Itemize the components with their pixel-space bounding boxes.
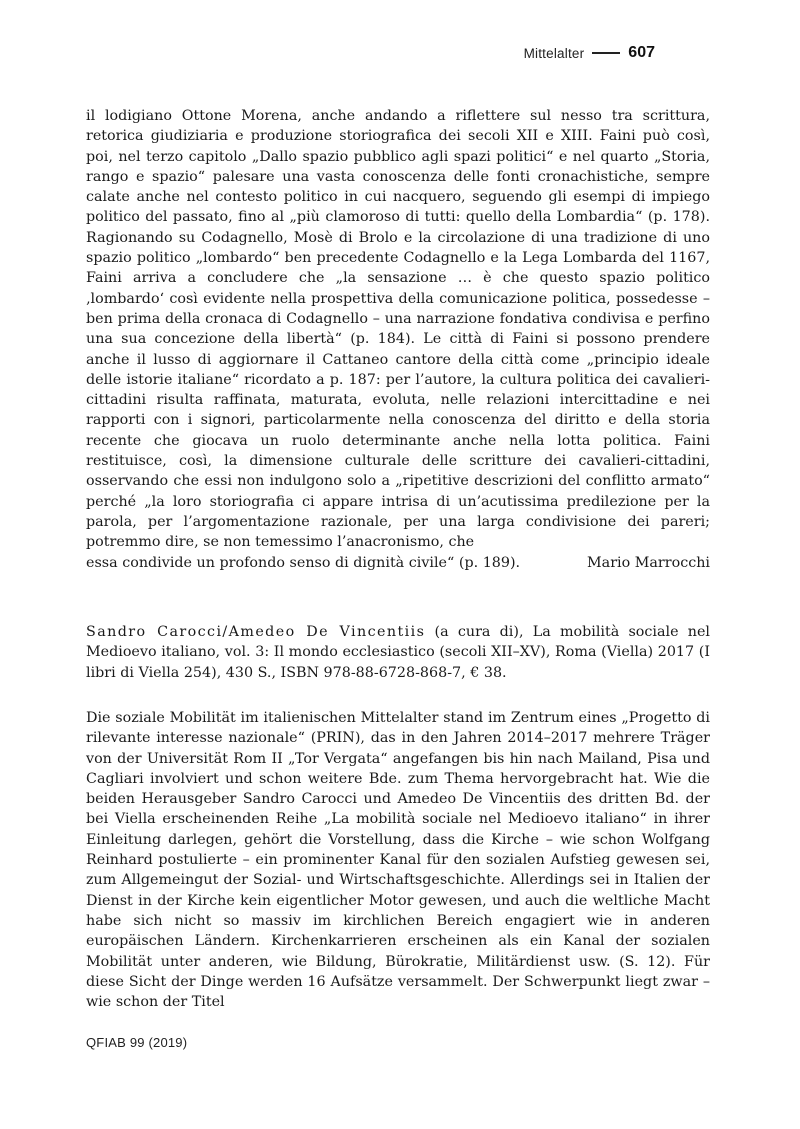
reviewer-signature: Mario Marrocchi [587, 554, 710, 571]
review-1-last-line: essa condivide un profondo senso di dignità civile“ (p. 189). [86, 554, 521, 571]
review-2-text: Die soziale Mobilität im italienischen Mittelalter stand im Zentrum eines „Progetto di rilevante interesse nazionale“ (PRIN), das in den Jahren 2014–2017 mehrere Träger von der Universität Rom II „Tor Vergata“ angefangen bis hin nach Mailand, Pisa und Cagliari involviert und schon weitere Bde. zum Thema hervorgebracht hat. Wie die beiden Herausgeber Sandro Carocci und Amedeo De Vincentiis des dritten Bd. der bei Viella erscheinenden Reihe „La mobilità sociale nel Medioevo italiano“ in ihrer Einleitung darlegen, gehört die Vorstellung, dass die Kirche – wie schon Wolfgang Reinhard postulierte – ein prominenter Kanal für den sozialen Aufstieg gewesen sei, zum Allgemeingut der Sozial- und Wirtschaftsgeschichte. Allerdings sei in Italien der Dienst in der Kirche kein eigentlicher Motor gewesen, und auch die weltliche Macht habe sich nicht so massiv im kirchlichen Bereich engagiert wie in anderen europäischen Ländern. Kirchenkarrieren erscheinen als ein Kanal der sozialen Mobilität unter anderen, wie Bildung, Bürokratie, Militärdienst usw. (S. 12). Für diese Sicht der Dinge werden 16 Aufsätze versammelt. Der Schwerpunkt liegt zwar – wie schon der Titel [86, 710, 710, 1011]
journal-footer: QFIAB 99 (2019) [86, 1035, 188, 1050]
page-number: 607 [628, 44, 655, 61]
citation-details: (a cura di), La mobilità sociale nel Medioevo italiano, vol. 3: Il mondo ecclesiastico (secoli XII–XV), Roma (Viella) 2017 (I libri di Viella 254), 430 S., ISBN 978-88-6728-868-7, € 38. [86, 624, 710, 681]
review-1-closing-line [86, 553, 710, 573]
citation-text [86, 622, 710, 683]
citation-authors: Sandro Carocci/Amedeo De Vincentiis [86, 624, 426, 640]
header-dash [592, 52, 620, 55]
review-1-text: il lodigiano Ottone Morena, anche andando a riflettere sul nesso tra scrittura, retorica giudiziaria e produzione storiografica dei secoli XII e XIII. Faini può così, poi, nel terzo capitolo „Dallo spazio pubblico agli spazi politici“ e nel quarto „Storia, rango e spazio“ palesare una vasta conoscenza delle fonti cronachistiche, sempre calate anche nel contesto politico in cui nacquero, seguendo gli esempi di impiego politico del passato, fino al „più clamoroso di tutti: quello della Lombardia“ (p. 178). Ragionando su Codagnello, Mosè di Brolo e la circolazione di una tradizione di uno spazio politico „lombardo“ ben precedente Codagnello e la Lega Lombarda del 1167, Faini arriva a concludere che „la sensazione … è che questo spazio politico ‚lombardo‘ così evidente nella prospettiva della comunicazione politica, possedesse – ben prima della cronaca di Codagnello – una narrazione fondativa condivisa e perfino una sua concezione della libertà“ (p. 184). Le città di Faini si possono prendere anche il lusso di aggiornare il Cattaneo cantore della città come „principio ideale delle istorie italiane“ ricordato a p. 187: per l’autore, la cultura politica dei cavalieri-cittadini risulta raffinata, maturata, evoluta, nelle relazioni intercittadine e nei rapporti con i signori, particolarmente nella conoscenza del diritto e della storia recente che giocava un ruolo determinante anche nella lotta politica. Faini restituisce, così, la dimensione culturale delle scritture dei cavalieri-cittadini, osservando che essi non indulgono solo a „ripetitive descrizioni del conflitto armato“ perché „la loro storiografia ci appare intrisa di un’acutissima predilezione per la parola, per l’argomentazione razionale, per una larga condivisione dei pareri; potremmo dire, se non temessimo l’anacronismo, che [86, 108, 710, 551]
review-1 [86, 106, 710, 573]
running-header [524, 44, 655, 62]
review-2 [86, 708, 710, 1012]
section-title: Mittelalter [523, 45, 585, 61]
book-citation [86, 622, 710, 683]
